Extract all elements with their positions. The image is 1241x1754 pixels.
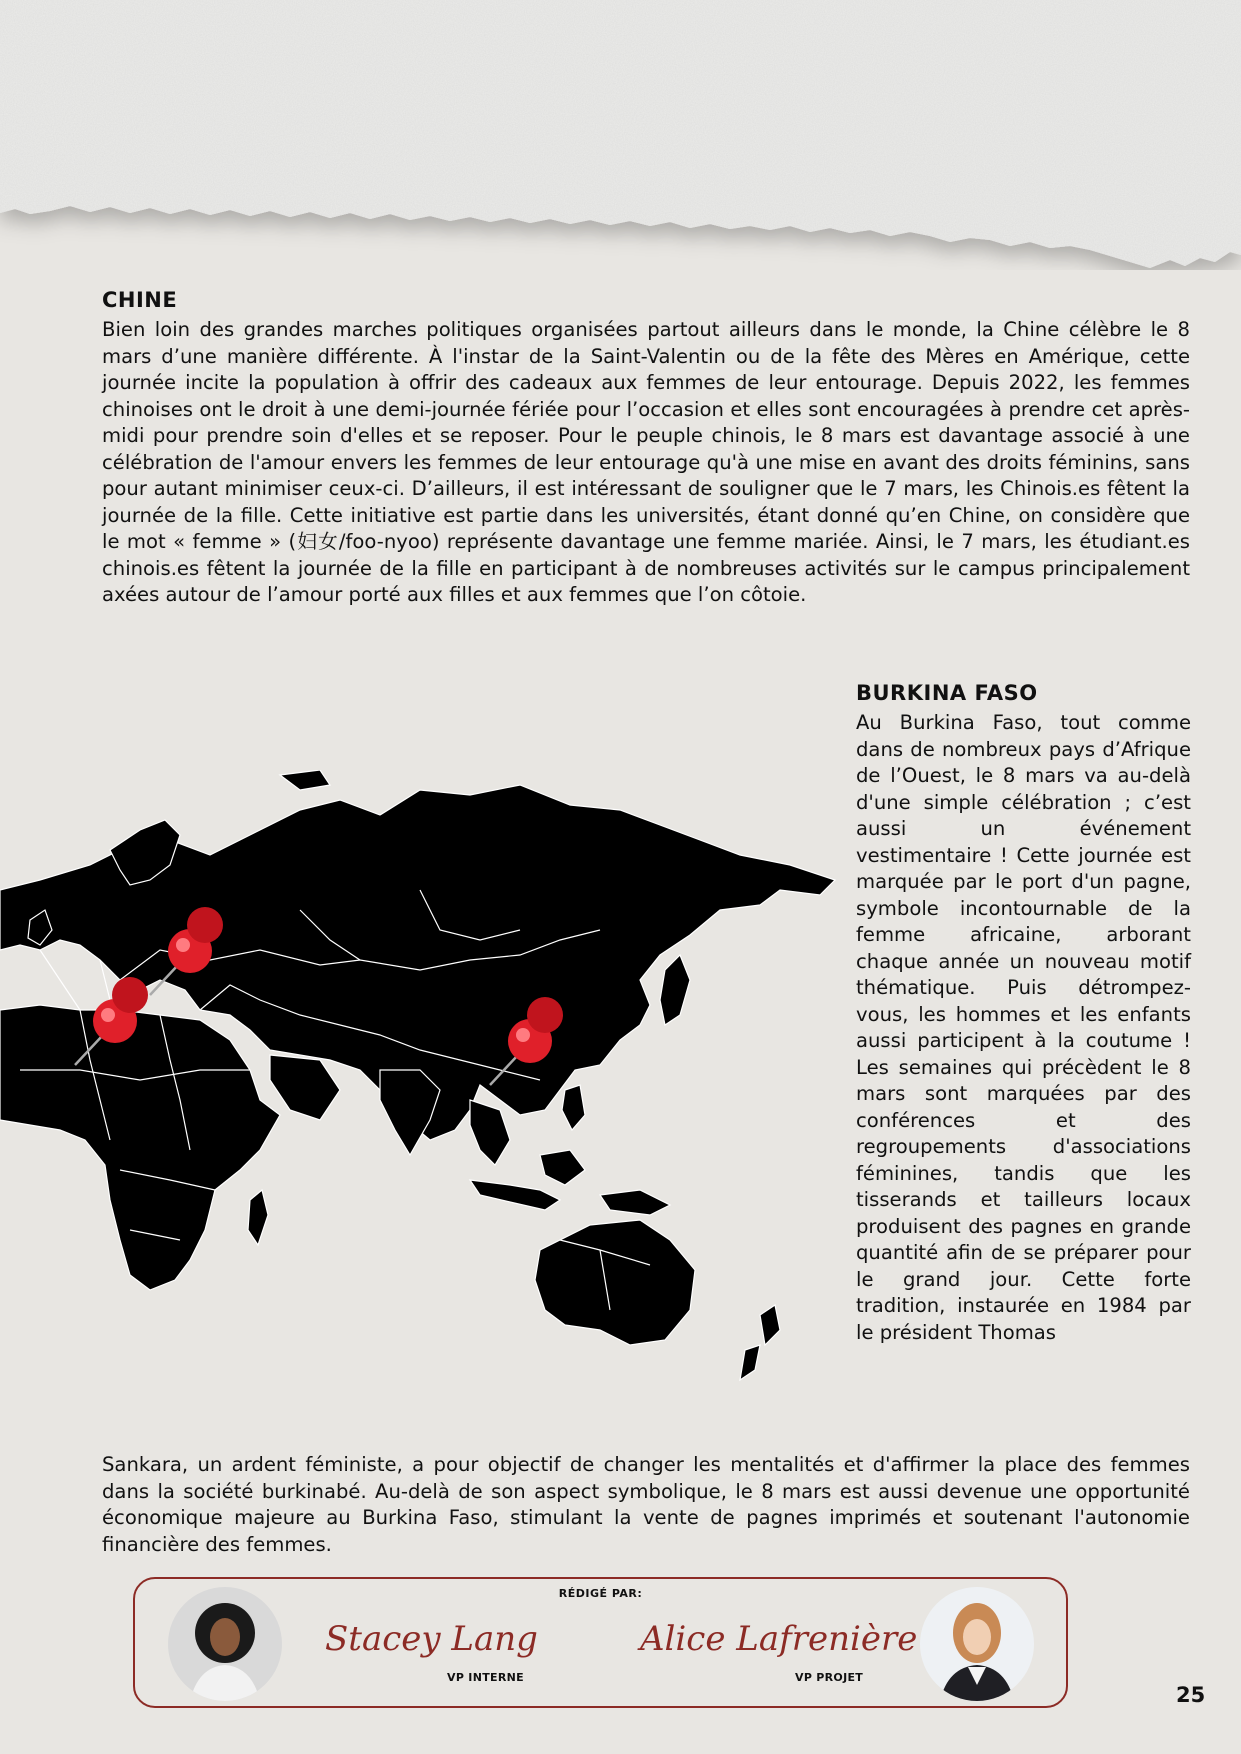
new-guinea <box>600 1190 670 1215</box>
world-map <box>0 770 840 1460</box>
avatar-author-1 <box>168 1587 282 1701</box>
indonesia <box>470 1180 560 1210</box>
page-number: 25 <box>1176 1683 1206 1707</box>
india <box>380 1070 440 1155</box>
avatar-author-2 <box>920 1587 1034 1701</box>
section-title-chine: CHINE <box>102 288 178 312</box>
borneo <box>540 1150 585 1185</box>
section-title-burkina: BURKINA FASO <box>856 681 1038 705</box>
australia <box>535 1220 695 1345</box>
section-body-chine: Bien loin des grandes marches politiques organisées partout ailleurs dans le monde, la Chine célèbre le 8 mars d’une manière différente. À l'instar de la Saint-Valentin ou de la fête des Mères en Amérique, cette journée incite la population à offrir des cadeaux aux femmes de leur entourage. Depuis 2022, les femmes chinoises ont le droit à une demi-journée fériée pour l’occasion et elles sont encouragées à prendre cet après-midi pour prendre soin d'elles et se reposer. Pour le peuple chinois, le 8 mars est davantage associé à une célébration de l'amour envers les femmes de leur entourage qu'à une mise en avant des droits féminins, sans pour autant minimiser ceux-ci. D’ailleurs, il est intéressant de souligner que le 7 mars, les Chinois.es fêtent la journée de la fille. Cette initiative est partie dans les universités, étant donné qu’en Chine, on considère que le mot « femme » (妇女/foo-nyoo) représente davantage une femme mariée. Ainsi, le 7 mars, les étudiant.es chinois.es fêtent la journée de la fille en participant à de nombreuses activités sur le campus principalement axées autour de l’amour porté aux filles et aux femmes que l’on côtoie. <box>102 318 1190 606</box>
africa <box>0 1005 280 1290</box>
role-author-1: VP INTERNE <box>447 1671 524 1684</box>
philippines <box>562 1085 585 1130</box>
southeast-asia <box>470 1100 510 1165</box>
credits-box <box>133 1577 1068 1708</box>
section-body-burkina: Au Burkina Faso, tout comme dans de nombreux pays d’Afrique de l’Ouest, le 8 mars va au-delà d'une simple célébration ; c’est aussi un événement vestimentaire ! Cette journée est marquée par le port d'un pagne, symbole incontournable de la femme africaine, arborant chaque année un nouveau motif thématique. Puis détrompez-vous, les hommes et les enfants aussi participent à la coutume ! Les semaines qui précèdent le 8 mars sont marquées par des conférences et des regroupements d'associations féminines, tandis que les tisserands et tailleurs locaux produisent des pagnes en grande quantité afin de se préparer pour le grand jour. Cette forte tradition, instaurée en 1984 par le président Thomas <box>856 711 1191 1344</box>
new-zealand <box>760 1305 780 1345</box>
new-zealand-south <box>740 1345 760 1380</box>
madagascar <box>248 1190 268 1245</box>
role-author-2: VP PROJET <box>795 1671 864 1684</box>
signature-author-1: Stacey Lang <box>325 1619 538 1659</box>
section-body-burkina-continued: Sankara, un ardent féministe, a pour objectif de changer les mentalités et d'affirmer la place des femmes dans la société burkinabé. Au-delà de son aspect symbolique, le 8 mars est aussi devenue une opportunité économique majeure au Burkina Faso, stimulant la vente de pagnes imprimés et soutenant l'autonomie financière des femmes. <box>102 1453 1190 1556</box>
japan <box>660 955 690 1025</box>
torn-paper-header <box>0 0 1241 270</box>
arctic-island <box>280 770 330 790</box>
credits-label: RÉDIGÉ PAR: <box>558 1587 643 1600</box>
signature-author-2: Alice Lafrenière <box>640 1619 918 1659</box>
arabia <box>270 1055 340 1120</box>
